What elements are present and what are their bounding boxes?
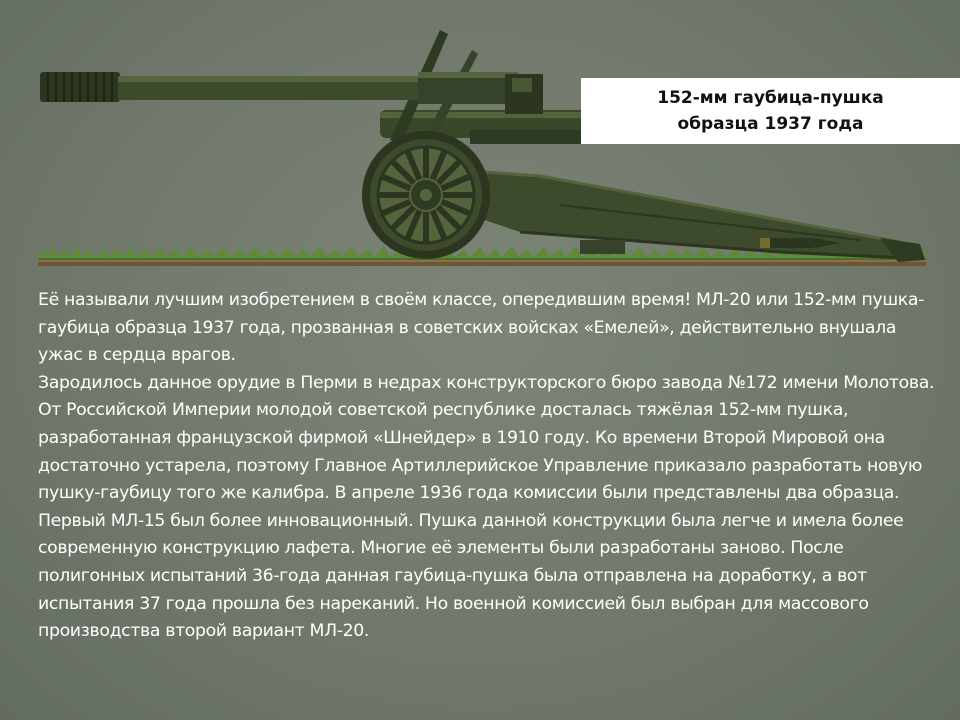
gun-barrel xyxy=(40,72,543,114)
gun-trail xyxy=(455,170,925,262)
slide-title-line-2: образца 1937 года xyxy=(677,114,864,134)
article-text xyxy=(38,287,938,646)
paragraph-history: Зародилось данное орудие в Перми в недрах конструкторского бюро завода №172 имени Молотова. От Российской Империи молодой советской республике досталась тяжёлая 152-мм пушка, разработанная французской фирмой «Шнейдер» в 1910 году. Ко времени Второй Мировой она достаточно устарела, поэтому Главное Артиллерийское Управление приказало разработать новую пушку-гаубицу того же калибра. В апреле 1936 года комиссии были представлены два образца. Первый МЛ-15 был более инновационный. Пушка данной конструкции была легче и имела более современную конструкцию лафета. Многие её элементы были разработаны заново. После полигонных испытаний 36-года данная гаубица-пушка была отправлена на доработку, а вот испытания 37 года прошла без нареканий. Но военной комиссией был выбран для массового производства второй вариант МЛ-20. xyxy=(38,372,935,642)
paragraph-intro: Её называли лучшим изобретением в своём классе, опередившим время! МЛ-20 или 152-мм пушка-гаубица образца 1937 года, прозванная в советских войсках «Емелей», действительно внушала ужас в сердца врагов. xyxy=(38,290,925,366)
slide-title-line-1: 152-мм гаубица-пушка xyxy=(657,88,884,108)
slide-title-box xyxy=(581,78,960,144)
gun-wheel xyxy=(362,131,490,259)
